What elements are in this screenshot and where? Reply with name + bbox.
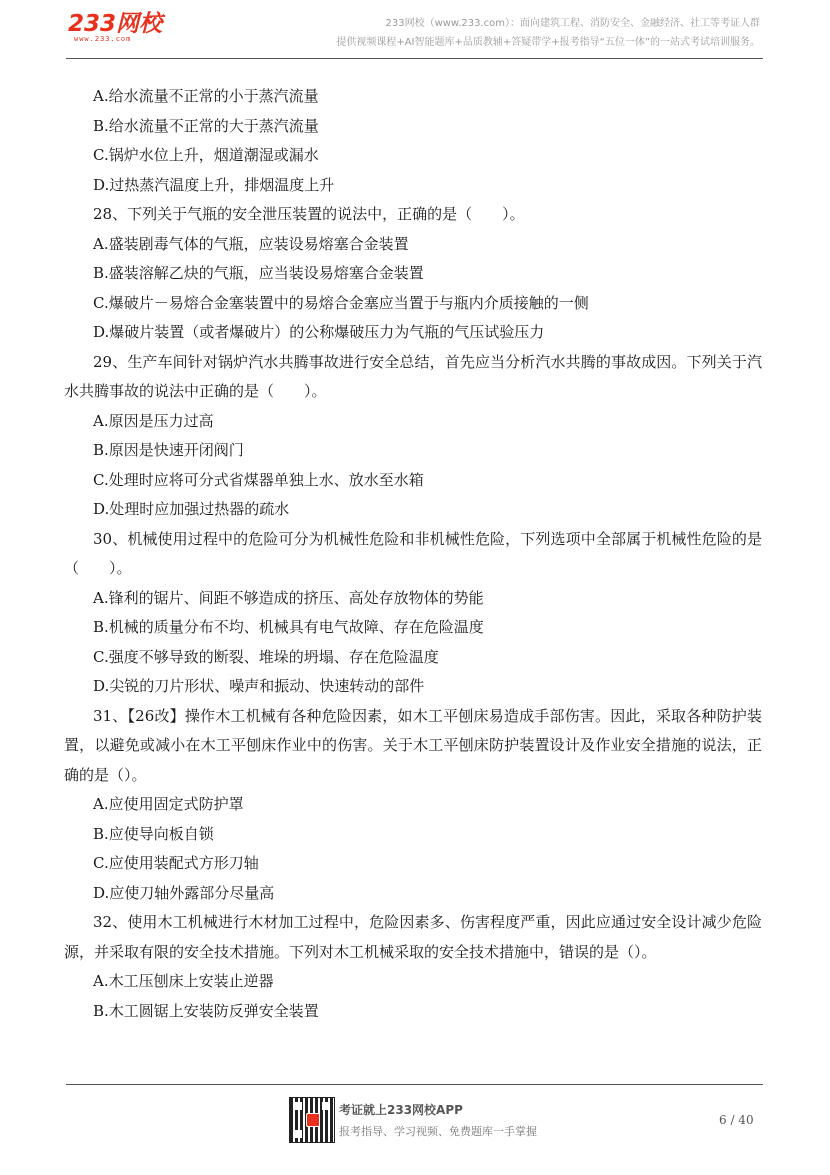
option-line: D.尖锐的刀片形状、噪声和振动、快速转动的部件 <box>93 677 425 695</box>
option-line: A.盛装剧毒气体的气瓶，应装设易熔塞合金装置 <box>93 234 409 253</box>
option-line: A.原因是压力过高 <box>93 411 214 430</box>
option-line: D.处理时应加强过热器的疏水 <box>93 500 290 518</box>
page-number: 6 / 40 <box>719 1113 754 1127</box>
option-line: C.强度不够导致的断裂、堆垛的坍塌、存在危险温度 <box>93 647 439 666</box>
option-line: D.爆破片装置（或者爆破片）的公称爆破压力为气瓶的气压试验压力 <box>93 323 545 341</box>
question-32-stem: 32、使用木工机械进行木材加工过程中，危险因素多、伤害程度严重，因此应通过安全设计减少危险源，并采取有限的安全技术措施。下列对木工机械采取的安全技术措施中，错误的是（）。 <box>64 913 762 961</box>
brand-logo[interactable] <box>68 12 162 43</box>
header-line-1: 233网校（www.233.com）：面向建筑工程、消防安全、金融经济、社工等考证人群 <box>385 18 760 29</box>
question-30-stem: 30、机械使用过程中的危险可分为机械性危险和非机械性危险，下列选项中全部属于机械性危险的是（ ）。 <box>64 529 762 577</box>
document-body <box>64 82 762 1026</box>
option-line: B.盛装溶解乙炔的气瓶，应当装设易熔塞合金装置 <box>93 264 424 282</box>
option-line: D.过热蒸汽温度上升，排烟温度上升 <box>93 175 335 194</box>
header-divider <box>66 58 763 59</box>
question-29-stem: 29、生产车间针对锅炉汽水共腾事故进行安全总结，首先应当分析汽水共腾的事故成因。下列关于汽水共腾事故的说法中正确的是（ ）。 <box>64 352 762 400</box>
qr-code-icon[interactable] <box>289 1097 335 1143</box>
question-31-stem: 31、【26改】操作木工机械有各种危险因素，如木工平刨床易造成手部伤害。因此，采取各种防护装置，以避免或减小在木工平刨床作业中的伤害。关于木工平刨床防护装置设计及作业安全措施的说法，正确的是（）。 <box>64 706 762 784</box>
option-line: D.应使刀轴外露部分尽量高 <box>93 883 275 902</box>
option-line: B.应使导向板自锁 <box>93 824 214 843</box>
option-line: B.原因是快速开闭阀门 <box>93 441 244 459</box>
qr-logo-badge <box>306 1113 320 1127</box>
option-line: C.应使用装配式方形刀轴 <box>93 854 259 872</box>
page-header <box>0 0 830 62</box>
header-description <box>336 14 760 52</box>
app-promo-title: 考证就上233网校APP <box>339 1103 463 1117</box>
header-line-2: 提供视频课程+AI智能题库+品质教辅+答疑带学+报考指导“五位一体”的一站式考试培训服务。 <box>336 37 760 48</box>
option-line: A.应使用固定式防护罩 <box>93 795 244 813</box>
option-line: B.机械的质量分布不均、机械具有电气故障、存在危险温度 <box>93 618 484 636</box>
option-line: A.锋利的锯片、间距不够造成的挤压、高处存放物体的势能 <box>93 588 484 607</box>
logo-text: 233网校 <box>68 11 163 37</box>
option-line: A.木工压刨床上安装止逆器 <box>93 972 274 990</box>
app-promo-subtitle: 报考指导、学习视频、免费题库一手掌握 <box>339 1125 537 1138</box>
option-line: B.木工圆锯上安装防反弹安全装置 <box>93 1001 319 1020</box>
option-line: A.给水流量不正常的小于蒸汽流量 <box>93 87 319 105</box>
logo-url: www.233.com <box>74 35 132 43</box>
question-28-stem: 28、下列关于气瓶的安全泄压装置的说法中，正确的是（ ）。 <box>93 205 525 223</box>
option-line: C.锅炉水位上升，烟道潮湿或漏水 <box>93 146 319 164</box>
option-line: B.给水流量不正常的大于蒸汽流量 <box>93 116 319 135</box>
footer-divider <box>66 1084 763 1085</box>
option-line: C.爆破片－易熔合金塞装置中的易熔合金塞应当置于与瓶内介质接触的一侧 <box>93 293 589 312</box>
option-line: C.处理时应将可分式省煤器单独上水、放水至水箱 <box>93 470 424 489</box>
